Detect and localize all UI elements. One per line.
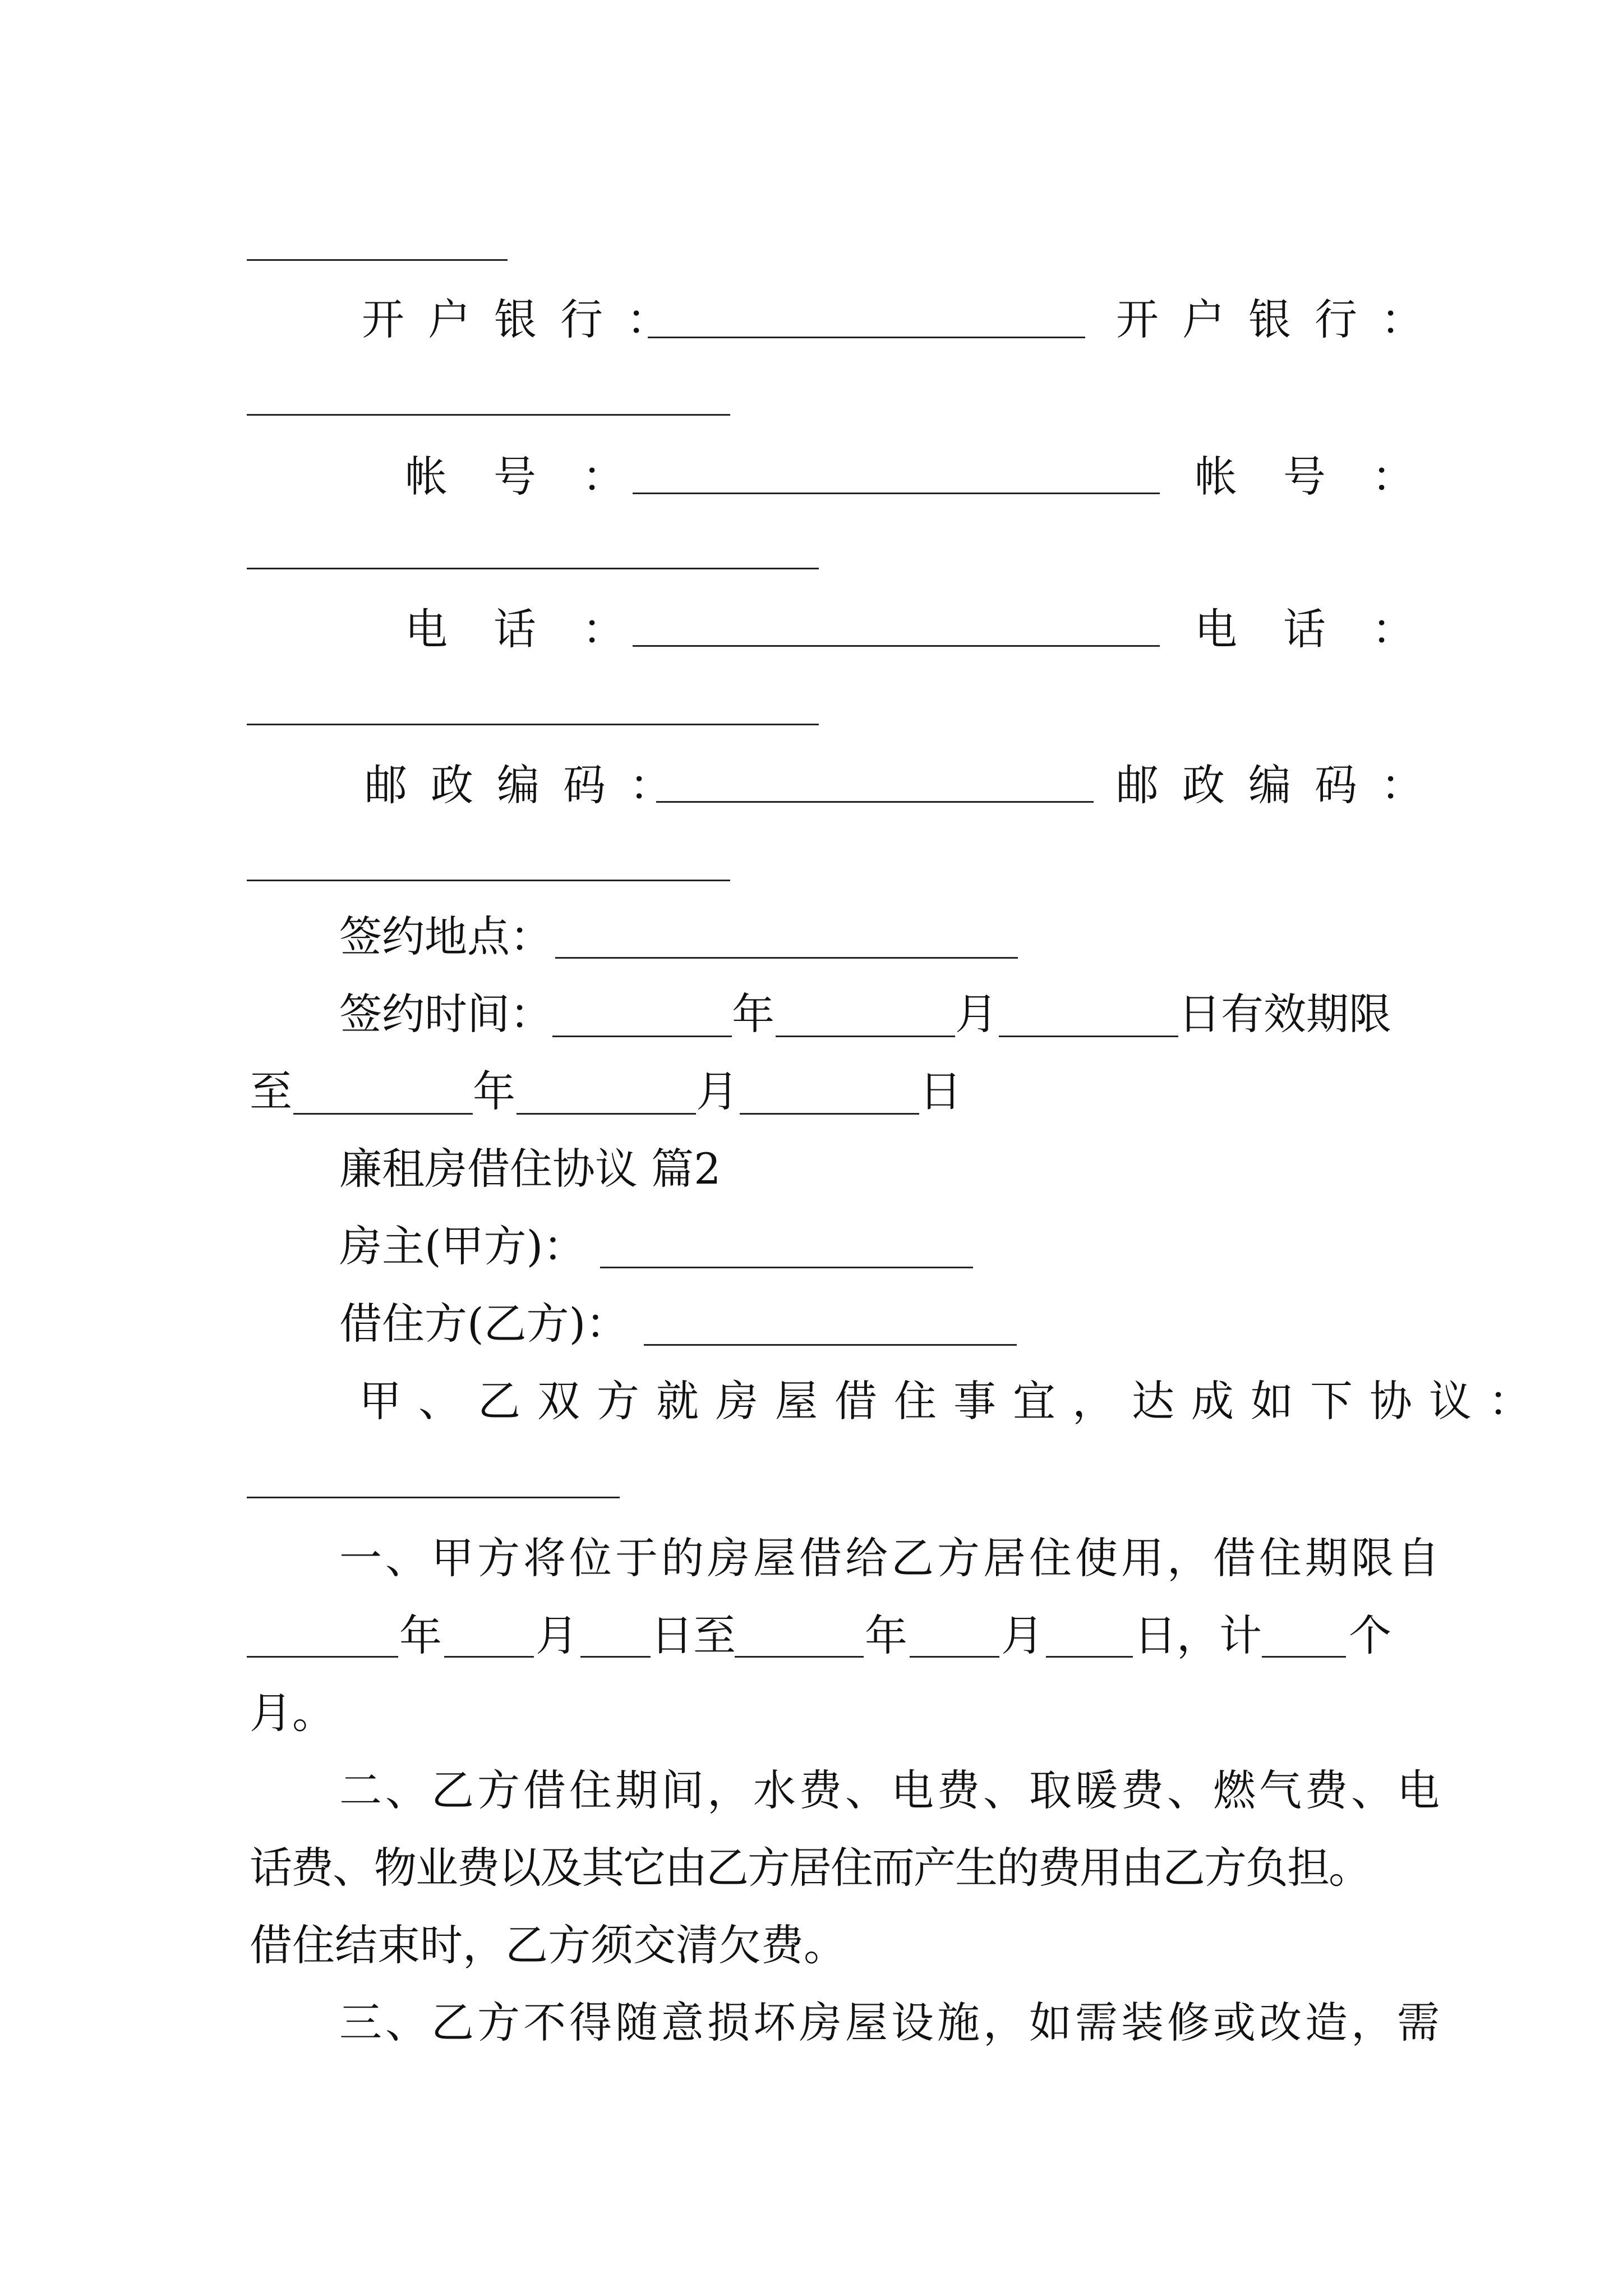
sign-time-label: 签约时间： bbox=[339, 989, 552, 1039]
c1-start-day-blank[interactable] bbox=[580, 1656, 651, 1658]
postcode-label-left: 邮政编码： bbox=[365, 760, 695, 810]
valid-month-blank[interactable] bbox=[517, 1113, 696, 1115]
sign-month-blank[interactable] bbox=[776, 1036, 955, 1037]
account-label-right: 帐号： bbox=[1195, 452, 1460, 501]
c1-months-blank[interactable] bbox=[1262, 1656, 1346, 1658]
c1-start-month: 月 bbox=[536, 1611, 578, 1660]
c1-day-total: 日，计 bbox=[1134, 1611, 1262, 1660]
c1-end-year: 年 bbox=[865, 1611, 907, 1660]
sign-day-valid-label: 日有效期限 bbox=[1178, 989, 1391, 1039]
phone-blank-right[interactable] bbox=[247, 724, 819, 725]
phone-label-left: 电话： bbox=[405, 604, 671, 654]
intro-blank[interactable] bbox=[247, 1497, 620, 1498]
landlord-label: 房主(甲方)： bbox=[339, 1221, 586, 1271]
valid-year-blank[interactable] bbox=[293, 1113, 473, 1115]
clause2-line2: 话费、物业费以及其它由乙方居住而产生的费用由乙方负担。 bbox=[250, 1843, 1370, 1893]
clause2-line1: 二、乙方借住期间，水费、电费、取暖费、燃气费、电 bbox=[339, 1765, 1443, 1815]
c1-end-year-blank[interactable] bbox=[735, 1656, 864, 1658]
valid-to-label: 至 bbox=[250, 1066, 292, 1116]
bank-label-right: 开户银行： bbox=[1116, 295, 1447, 344]
c1-end-month: 月 bbox=[1001, 1611, 1044, 1660]
sign-day-blank[interactable] bbox=[999, 1036, 1178, 1037]
valid-month-label: 月 bbox=[696, 1066, 739, 1116]
bank-blank-right[interactable] bbox=[247, 414, 730, 416]
borrower-blank[interactable] bbox=[644, 1344, 1017, 1346]
sign-place-label: 签约地点： bbox=[339, 912, 552, 961]
clause1-end: 月。 bbox=[250, 1688, 335, 1738]
phone-blank-left[interactable] bbox=[633, 645, 1160, 647]
postcode-blank-left[interactable] bbox=[656, 801, 1094, 803]
phone-label-right: 电话： bbox=[1195, 604, 1460, 654]
postcode-label-right: 邮政编码： bbox=[1116, 760, 1447, 810]
valid-year-label: 年 bbox=[473, 1066, 515, 1116]
c1-start-year: 年 bbox=[399, 1611, 442, 1660]
sign-year-blank[interactable] bbox=[552, 1036, 732, 1037]
bank-blank-left[interactable] bbox=[648, 337, 1085, 338]
sign-year-label: 年 bbox=[732, 989, 774, 1039]
postcode-blank-right[interactable] bbox=[247, 880, 730, 881]
landlord-blank[interactable] bbox=[600, 1267, 973, 1268]
borrower-label: 借住方(乙方)： bbox=[339, 1299, 629, 1349]
valid-day-blank[interactable] bbox=[740, 1113, 919, 1115]
sign-place-blank[interactable] bbox=[555, 957, 1018, 959]
c1-end-month-blank[interactable] bbox=[910, 1656, 999, 1658]
clause3-line1: 三、乙方不得随意损坏房屋设施，如需装修或改造，需 bbox=[339, 1998, 1443, 2047]
account-label-left: 帐号： bbox=[405, 452, 671, 501]
intro-text: 甲、乙双方就房屋借住事宜，达成如下协议： bbox=[359, 1376, 1548, 1426]
clause1-line1: 一、甲方将位于的房屋借给乙方居住使用，借住期限自 bbox=[339, 1533, 1443, 1583]
c1-start-year-blank[interactable] bbox=[247, 1656, 398, 1658]
clause2-line3: 借住结束时，乙方须交清欠费。 bbox=[250, 1920, 846, 1970]
valid-day-label: 日 bbox=[919, 1066, 962, 1116]
bank-label-left: 开户银行： bbox=[362, 295, 693, 344]
c1-start-month-blank[interactable] bbox=[444, 1656, 534, 1658]
account-blank-right[interactable] bbox=[247, 568, 819, 569]
blank-line bbox=[247, 259, 508, 261]
account-blank-left[interactable] bbox=[633, 493, 1160, 494]
c1-end-day-blank[interactable] bbox=[1046, 1656, 1133, 1658]
c1-day-to: 日至 bbox=[651, 1611, 736, 1660]
section-title: 廉租房借住协议 篇2 bbox=[339, 1144, 721, 1194]
sign-month-label: 月 bbox=[955, 989, 998, 1039]
c1-unit: 个 bbox=[1349, 1611, 1391, 1660]
